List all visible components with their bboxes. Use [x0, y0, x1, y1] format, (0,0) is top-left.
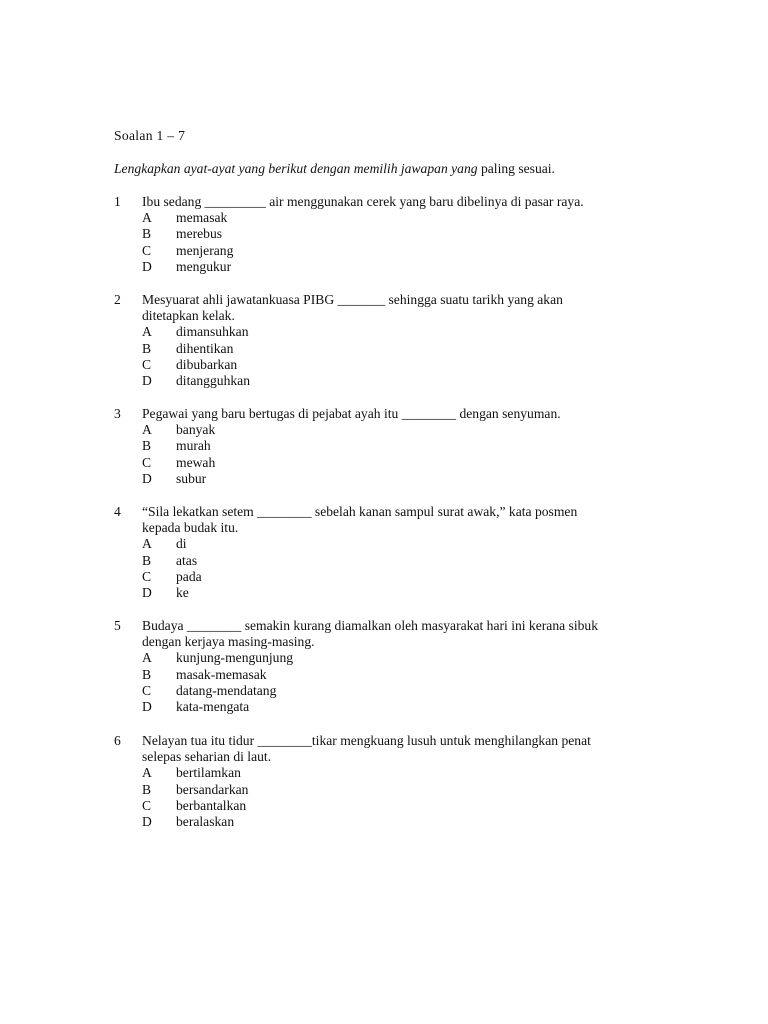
- question-text-line-1: Budaya ________ semakin kurang diamalkan oleh masyarakat hari ini kerana sibuk: [142, 618, 599, 633]
- option-letter: C: [142, 797, 152, 813]
- option-a: [142, 210, 674, 226]
- option-letter: A: [142, 422, 152, 438]
- question-number: 3: [114, 406, 121, 421]
- option-text: kunjung-mengunjung: [176, 650, 294, 666]
- option-letter: A: [142, 765, 152, 781]
- question-4: [114, 504, 674, 601]
- option-text: di: [176, 536, 187, 552]
- option-letter: D: [142, 470, 152, 486]
- option-text: masak-memasak: [176, 666, 267, 682]
- option-a: [142, 422, 674, 438]
- section-heading: Soalan 1 – 7: [114, 128, 186, 143]
- instruction-text: [114, 161, 555, 177]
- option-d: [142, 814, 674, 830]
- option-letter: C: [142, 242, 152, 258]
- option-letter: A: [142, 210, 152, 226]
- option-c: [142, 569, 674, 585]
- option-letter: A: [142, 650, 152, 666]
- option-text: mewah: [176, 454, 216, 470]
- option-text: datang-mendatang: [176, 682, 277, 698]
- option-b: [142, 438, 674, 454]
- option-text: atas: [176, 552, 198, 568]
- option-letter: D: [142, 699, 152, 715]
- option-letter: D: [142, 258, 152, 274]
- option-text: pada: [176, 568, 202, 584]
- option-c: [142, 455, 674, 471]
- option-letter: B: [142, 226, 152, 242]
- option-a: [142, 650, 674, 666]
- option-b: [142, 553, 674, 569]
- option-text: ditangguhkan: [176, 373, 250, 389]
- option-d: [142, 471, 674, 487]
- question-2: [114, 292, 674, 389]
- option-letter: A: [142, 324, 152, 340]
- option-text: ke: [176, 585, 189, 601]
- option-letter: B: [142, 340, 152, 356]
- option-d: [142, 585, 674, 601]
- option-letter: D: [142, 373, 152, 389]
- option-b: [142, 226, 674, 242]
- option-c: [142, 798, 674, 814]
- option-text: bersandarkan: [176, 781, 249, 797]
- question-number: 2: [114, 292, 121, 307]
- option-letter: D: [142, 814, 152, 830]
- option-text: beralaskan: [176, 814, 235, 830]
- question-text-line-1: Nelayan tua itu tidur ________tikar mengkuang lusuh untuk menghilangkan penat: [142, 733, 591, 748]
- option-text: dibubarkan: [176, 356, 238, 372]
- question-1: [114, 194, 674, 275]
- option-d: [142, 373, 674, 389]
- question-5: [114, 618, 674, 715]
- question-3: [114, 406, 674, 487]
- question-number: 6: [114, 733, 121, 748]
- option-a: [142, 765, 674, 781]
- question-text: Ibu sedang _________ air menggunakan cerek yang baru dibelinya di pasar raya.: [142, 194, 584, 209]
- question-number: 4: [114, 504, 121, 519]
- question-text-line-2: selepas seharian di laut.: [142, 749, 272, 765]
- option-letter: C: [142, 356, 152, 372]
- question-number: 1: [114, 194, 121, 209]
- option-letter: D: [142, 585, 152, 601]
- question-text-line-1: “Sila lekatkan setem ________ sebelah kanan sampul surat awak,” kata posmen: [142, 504, 578, 519]
- option-d: [142, 259, 674, 275]
- question-text: Pegawai yang baru bertugas di pejabat ayah itu ________ dengan senyuman.: [142, 406, 561, 421]
- instruction-plain: paling sesuai.: [477, 161, 555, 176]
- option-text: dihentikan: [176, 340, 234, 356]
- option-letter: C: [142, 454, 152, 470]
- question-text-line-2: dengan kerjaya masing-masing.: [142, 634, 315, 650]
- option-b: [142, 341, 674, 357]
- question-number: 5: [114, 618, 121, 633]
- option-text: merebus: [176, 226, 223, 242]
- option-letter: A: [142, 536, 152, 552]
- option-c: [142, 357, 674, 373]
- question-text-line-2: ditetapkan kelak.: [142, 308, 235, 324]
- option-letter: B: [142, 552, 152, 568]
- question-6: [114, 733, 674, 830]
- option-c: [142, 243, 674, 259]
- question-text-line-2: kepada budak itu.: [142, 520, 239, 536]
- option-text: dimansuhkan: [176, 324, 249, 340]
- option-b: [142, 782, 674, 798]
- option-text: murah: [176, 438, 211, 454]
- option-letter: B: [142, 666, 152, 682]
- instruction-italic: Lengkapkan ayat-ayat yang berikut dengan memilih jawapan yang: [114, 161, 478, 176]
- option-text: banyak: [176, 422, 216, 438]
- option-letter: C: [142, 682, 152, 698]
- question-text-line-1: Mesyuarat ahli jawatankuasa PIBG _______ sehingga suatu tarikh yang akan: [142, 292, 563, 307]
- option-letter: C: [142, 568, 152, 584]
- option-text: bertilamkan: [176, 765, 241, 781]
- option-text: menjerang: [176, 242, 234, 258]
- option-a: [142, 536, 674, 552]
- option-b: [142, 667, 674, 683]
- option-text: berbantalkan: [176, 797, 247, 813]
- option-letter: B: [142, 438, 152, 454]
- option-a: [142, 324, 674, 340]
- option-d: [142, 699, 674, 715]
- option-text: kata-mengata: [176, 699, 250, 715]
- option-c: [142, 683, 674, 699]
- option-text: subur: [176, 470, 207, 486]
- option-text: memasak: [176, 210, 228, 226]
- option-letter: B: [142, 781, 152, 797]
- option-text: mengukur: [176, 258, 232, 274]
